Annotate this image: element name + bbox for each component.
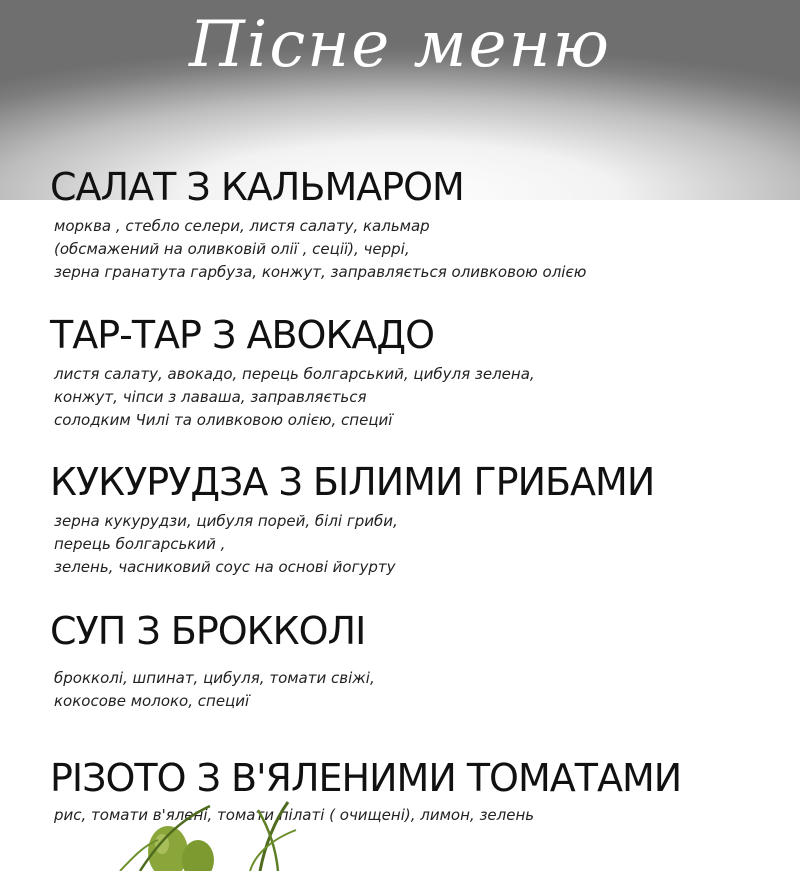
menu-item (50, 165, 770, 284)
dish-name: САЛАТ З КАЛЬМАРОМ (50, 165, 464, 209)
dish-description-line: морква , стебло селери, листя салату, кальмар (54, 217, 430, 235)
dish-description-line: рис, томати в'ялені, томати пілаті ( очищені), лимон, зелень (54, 806, 535, 824)
dish-description-line: солодким Чилі та оливковою олією, специї (54, 411, 393, 429)
dish-description-line: брокколі, шпинат, цибуля, томати свіжі, (54, 669, 375, 687)
dish-description-line: зелень, часниковий соус на основі йогурту (54, 558, 396, 576)
dish-description (54, 215, 770, 284)
olive-sprig-illustration (100, 800, 320, 871)
dish-description-line: зерна гранатута гарбуза, конжут, заправляється оливковою олією (54, 263, 587, 281)
dish-description-line: (обсмажений на оливковій олії , сеції), черрі, (54, 240, 410, 258)
menu-item (50, 609, 770, 713)
dish-name: КУКУРУДЗА З БІЛИМИ ГРИБАМИ (50, 460, 655, 504)
dish-description (54, 363, 770, 432)
dish-description-line: зерна кукурудзи, цибуля порей, білі гриби, (54, 512, 398, 530)
menu-title: Пісне меню (189, 8, 611, 82)
dish-description-line: листя салату, авокадо, перець болгарський, цибуля зелена, (54, 365, 535, 383)
dish-description (54, 510, 770, 579)
dish-description (54, 667, 770, 713)
dish-name: ТАР-ТАР З АВОКАДО (50, 313, 435, 357)
dish-name: РІЗОТО З В'ЯЛЕНИМИ ТОМАТАМИ (50, 756, 682, 800)
dish-description-line: перець болгарський , (54, 535, 226, 553)
menu-item (50, 313, 770, 432)
dish-name: СУП З БРОККОЛІ (50, 609, 366, 653)
menu-item (50, 460, 770, 579)
dish-description-line: конжут, чіпси з лаваша, заправляється (54, 388, 367, 406)
dish-description-line: кокосове молоко, специї (54, 692, 250, 710)
